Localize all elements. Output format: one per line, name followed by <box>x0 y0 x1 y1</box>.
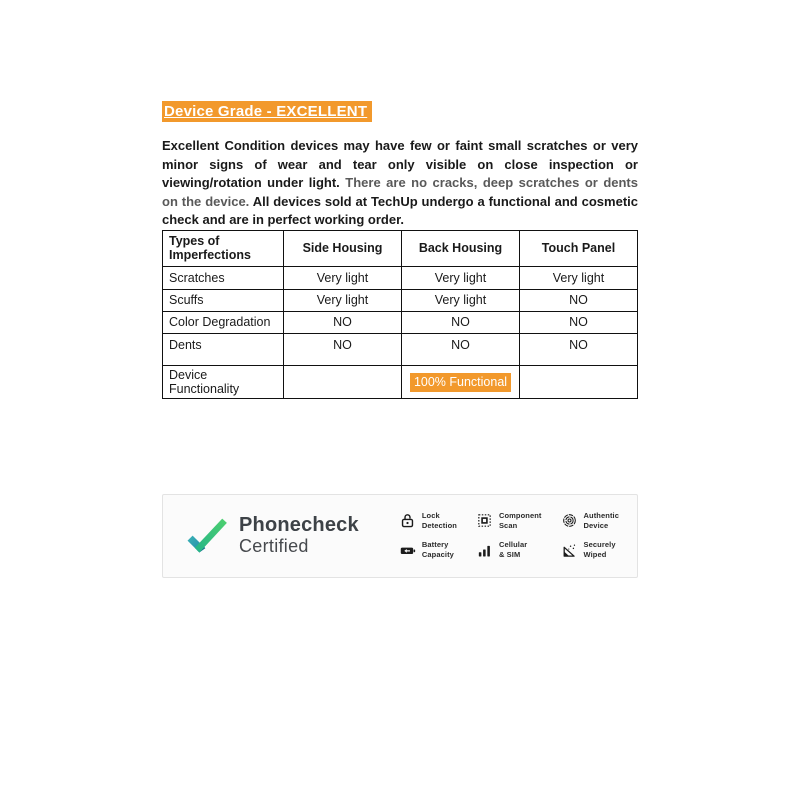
description-sentence-3: All devices sold at TechUp undergo a functional and cosmetic check and are in perfect working order. <box>162 193 638 227</box>
table-cell: NO <box>402 311 520 333</box>
feature-lock-detection <box>399 511 457 531</box>
row-label: Dents <box>163 333 284 365</box>
table-cell: Very light <box>284 289 402 311</box>
feature-label-line2: & SIM <box>498 550 521 560</box>
phonecheck-checkmark-icon <box>185 514 229 558</box>
feature-label-line2: Device <box>583 520 609 530</box>
row-label: Scratches <box>163 266 284 289</box>
table-cell: NO <box>402 333 520 365</box>
feature-label <box>422 511 457 531</box>
feature-label <box>499 540 527 560</box>
feature-label-line1: Securely <box>583 540 616 549</box>
functional-status-highlight: 100% Functional <box>410 373 511 392</box>
table-row-color-degradation <box>163 311 638 333</box>
component-scan-icon <box>476 512 493 529</box>
document-content <box>162 0 638 578</box>
certification-features <box>399 511 619 561</box>
table-row-scratches <box>163 266 638 289</box>
feature-label-line1: Lock <box>421 510 440 520</box>
feature-label-line2: Capacity <box>421 550 454 560</box>
wipe-icon <box>561 542 578 559</box>
table-cell: NO <box>520 333 638 365</box>
table-row-device-functionality <box>163 365 638 398</box>
feature-label-line1: Component <box>498 510 542 520</box>
phonecheck-logo-text <box>239 515 359 557</box>
feature-battery-capacity <box>399 540 457 560</box>
certified-label: Certified <box>239 535 309 556</box>
table-cell <box>284 365 402 398</box>
column-header-side-housing: Side Housing <box>284 230 402 266</box>
description-sentence-2: There are no cracks, deep scratches or dents on the device. <box>162 175 638 209</box>
feature-label-line1: Battery <box>421 540 449 549</box>
column-header-back-housing: Back Housing <box>402 230 520 266</box>
row-label: Device Functionality <box>163 365 284 398</box>
page-title: Device Grade - EXCELLENT <box>162 101 372 122</box>
feature-label-line1: Cellular <box>498 540 528 549</box>
table-row-dents <box>163 333 638 365</box>
table-cell: Very light <box>284 266 402 289</box>
table-cell: NO <box>284 333 402 365</box>
feature-cellular-sim <box>476 540 542 560</box>
phonecheck-certified-badge <box>162 494 638 578</box>
feature-label-line2: Scan <box>498 520 518 530</box>
table-cell <box>402 365 520 398</box>
feature-component-scan <box>476 511 542 531</box>
table-cell: NO <box>520 289 638 311</box>
lock-icon <box>399 512 416 529</box>
row-label: Color Degradation <box>163 311 284 333</box>
table-cell: Very light <box>402 289 520 311</box>
table-header-row <box>163 230 638 266</box>
feature-label <box>584 511 619 531</box>
feature-label <box>422 540 454 560</box>
signal-bars-icon <box>476 542 493 559</box>
feature-label-line2: Wiped <box>583 550 607 560</box>
table-row-scuffs <box>163 289 638 311</box>
heading-row <box>162 101 638 122</box>
table-cell: Very light <box>520 266 638 289</box>
phonecheck-logo <box>185 514 359 558</box>
feature-label-line1: Authentic <box>583 510 619 520</box>
feature-label <box>499 511 542 531</box>
battery-icon <box>399 542 416 559</box>
table-cell: NO <box>284 311 402 333</box>
row-label: Scuffs <box>163 289 284 311</box>
table-cell: NO <box>520 311 638 333</box>
description-sentence-1: Excellent Condition devices may have few or faint small scratches or very minor signs of wear and tear only visible on close inspection or viewing/rotation under light. <box>162 138 638 190</box>
table-cell <box>520 365 638 398</box>
table-cell: Very light <box>402 266 520 289</box>
feature-authentic-device <box>561 511 619 531</box>
column-header-types: Types of Imperfections <box>163 230 284 266</box>
feature-label-line2: Detection <box>421 520 457 530</box>
phonecheck-brand-label: Phonecheck <box>239 513 359 536</box>
column-header-touch-panel: Touch Panel <box>520 230 638 266</box>
condition-description <box>162 137 638 230</box>
feature-securely-wiped <box>561 540 619 560</box>
fingerprint-icon <box>561 512 578 529</box>
feature-label <box>584 540 616 560</box>
imperfections-table <box>162 230 638 399</box>
